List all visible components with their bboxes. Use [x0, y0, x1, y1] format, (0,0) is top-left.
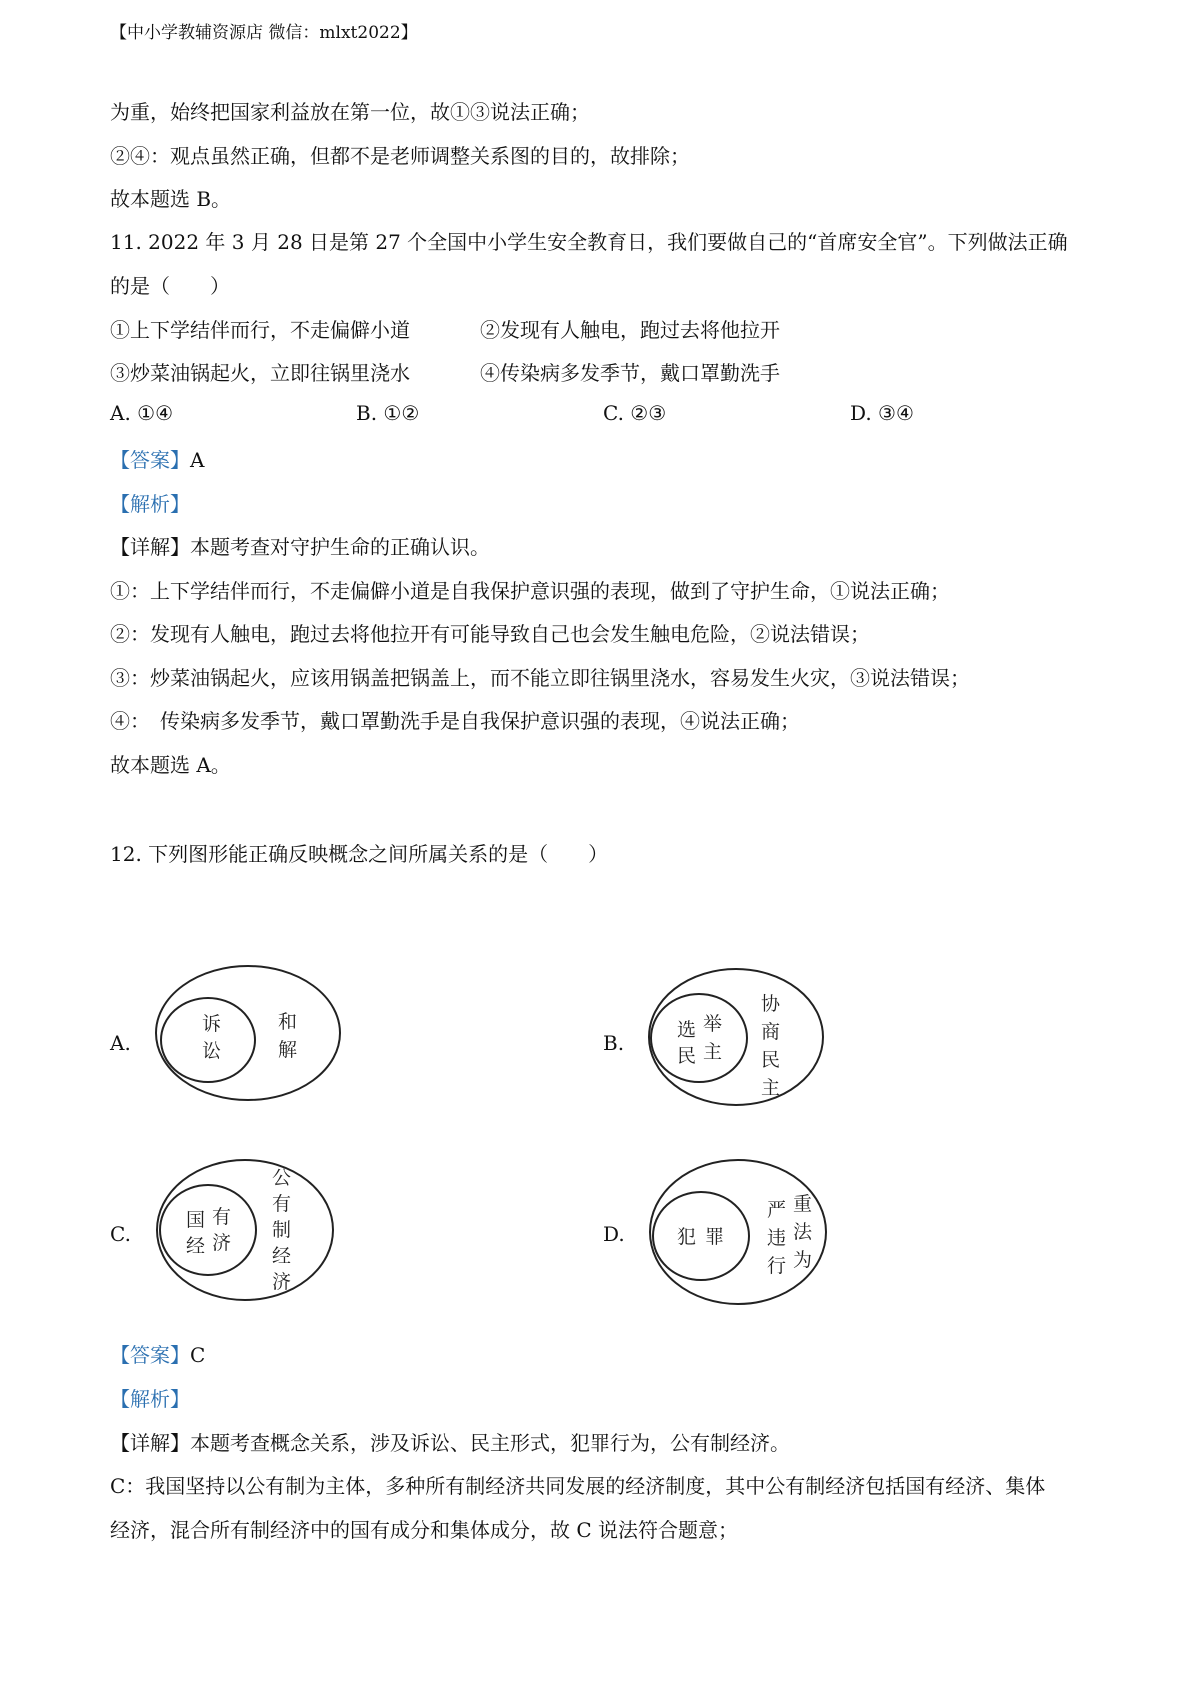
diagram-c-outer-char: 制 — [272, 1219, 292, 1241]
diagram-a-outer — [156, 966, 340, 1100]
answer-value: A — [190, 448, 205, 472]
diagram-b — [643, 962, 843, 1112]
q11-answer — [110, 444, 204, 473]
diagram-c-inner-char: 经 — [186, 1235, 206, 1257]
q11-item-4: ④传染病多发季节，戴口罩勤洗手 — [480, 361, 780, 385]
q11-item-3: ③炒菜油锅起火，立即往锅里浇水 — [110, 361, 410, 385]
q12-label-b: B. — [603, 1031, 625, 1055]
diagram-b-inner-char: 主 — [703, 1041, 723, 1063]
q11-detail: 【详解】本题考查对守护生命的正确认识。 — [110, 535, 490, 559]
diagram-d-inner — [653, 1192, 749, 1280]
text-line: 故本题选 B。 — [110, 187, 232, 211]
diagram-c-outer-char: 济 — [272, 1271, 292, 1293]
diagram-b-inner-char: 选 — [677, 1019, 697, 1041]
q11-explanation-1: ①：上下学结伴而行，不走偏僻小道是自我保护意识强的表现，做到了守护生命，①说法正确； — [110, 579, 950, 603]
diagram-b-outer-char: 商 — [761, 1021, 781, 1043]
diagram-c-inner — [160, 1185, 256, 1275]
q12-label-c: C. — [110, 1222, 131, 1246]
diagram-d-outer-char: 违 — [767, 1227, 787, 1249]
diagram-d-outer-char: 严 — [767, 1199, 787, 1221]
diagram-d — [643, 1152, 843, 1312]
q12-explanation-2: 经济，混合所有制经济中的国有成分和集体成分，故 C 说法符合题意； — [110, 1518, 739, 1542]
q12-label-d: D. — [603, 1222, 625, 1246]
diagram-d-outer-char: 重 — [793, 1193, 813, 1215]
diagram-d-outer-char: 法 — [793, 1221, 813, 1243]
q11-analysis-tag: 【解析】 — [110, 492, 190, 516]
diagram-d-outer-char: 为 — [793, 1249, 813, 1271]
diagram-c-outer-char: 有 — [272, 1193, 292, 1215]
diagram-d-inner-char: 罪 — [705, 1226, 725, 1248]
diagram-b-outer — [649, 969, 823, 1105]
q12-detail: 【详解】本题考查概念关系，涉及诉讼、民主形式，犯罪行为，公有制经济。 — [110, 1431, 790, 1455]
diagram-b-outer-char: 主 — [761, 1077, 781, 1099]
q12-answer — [110, 1339, 205, 1368]
diagram-b-outer-char: 民 — [761, 1049, 781, 1071]
q11-explanation-3: ③：炒菜油锅起火，应该用锅盖把锅盖上，而不能立即往锅里浇水，容易发生火灾，③说法错误； — [110, 666, 970, 690]
diagram-b-outer-char: 协 — [761, 993, 781, 1015]
q11-explanation-2: ②：发现有人触电，跑过去将他拉开有可能导致自己也会发生触电危险，②说法错误； — [110, 622, 870, 646]
answer-tag: 【答案】 — [110, 1343, 190, 1367]
diagram-c-inner-char: 济 — [212, 1232, 232, 1254]
q11-item-1: ①上下学结伴而行，不走偏僻小道 — [110, 318, 410, 342]
q11-option-b: B. ①② — [356, 401, 420, 425]
diagram-c-inner-char: 有 — [212, 1206, 232, 1228]
diagram-c-inner-char: 国 — [186, 1209, 206, 1231]
q12-explanation-1: C：我国坚持以公有制为主体，多种所有制经济共同发展的经济制度，其中公有制经济包括国有经济、集体 — [110, 1474, 1046, 1498]
diagram-a-inner-char: 诉 — [202, 1013, 222, 1035]
answer-value: C — [190, 1343, 206, 1367]
q11-conclusion: 故本题选 A。 — [110, 753, 231, 777]
diagram-c-outer — [157, 1160, 333, 1300]
diagram-c-outer-char: 经 — [272, 1245, 292, 1267]
diagram-a — [150, 960, 350, 1110]
text-line: ②④：观点虽然正确，但都不是老师调整关系图的目的，故排除； — [110, 144, 690, 168]
q11-item-2: ②发现有人触电，跑过去将他拉开 — [480, 318, 780, 342]
diagram-a-inner-char: 讼 — [202, 1040, 222, 1062]
q11-option-a: A. ①④ — [110, 401, 174, 425]
q11-option-d: D. ③④ — [850, 401, 914, 425]
q12-label-a: A. — [110, 1031, 131, 1055]
header-watermark: 【中小学教辅资源店 微信：mlxt2022】 — [110, 23, 418, 43]
q11-option-c: C. ②③ — [603, 401, 667, 425]
diagram-c-outer-char: 公 — [272, 1167, 292, 1189]
diagram-d-inner-char: 犯 — [677, 1226, 697, 1248]
diagram-c — [150, 1152, 350, 1312]
q11-stem-line1: 11. 2022 年 3 月 28 日是第 27 个全国中小学生安全教育日，我们要做自己的“首席安全官”。下列做法正确 — [110, 230, 1068, 254]
diagram-b-inner-char: 举 — [703, 1013, 723, 1035]
diagram-a-outer-char: 解 — [278, 1039, 298, 1061]
diagram-a-outer-char: 和 — [278, 1011, 298, 1033]
q12-stem: 12. 下列图形能正确反映概念之间所属关系的是（ ） — [110, 842, 609, 866]
diagram-b-inner — [651, 994, 747, 1082]
q11-explanation-4: ④： 传染病多发季节，戴口罩勤洗手是自我保护意识强的表现，④说法正确； — [110, 709, 800, 733]
text-line: 为重，始终把国家利益放在第一位，故①③说法正确； — [110, 100, 590, 124]
diagram-d-outer-char: 行 — [767, 1255, 787, 1277]
q11-stem-line2: 的是（ ） — [110, 274, 230, 298]
answer-tag: 【答案】 — [110, 448, 190, 472]
diagram-b-inner-char: 民 — [677, 1045, 697, 1067]
q12-analysis-tag: 【解析】 — [110, 1387, 190, 1411]
